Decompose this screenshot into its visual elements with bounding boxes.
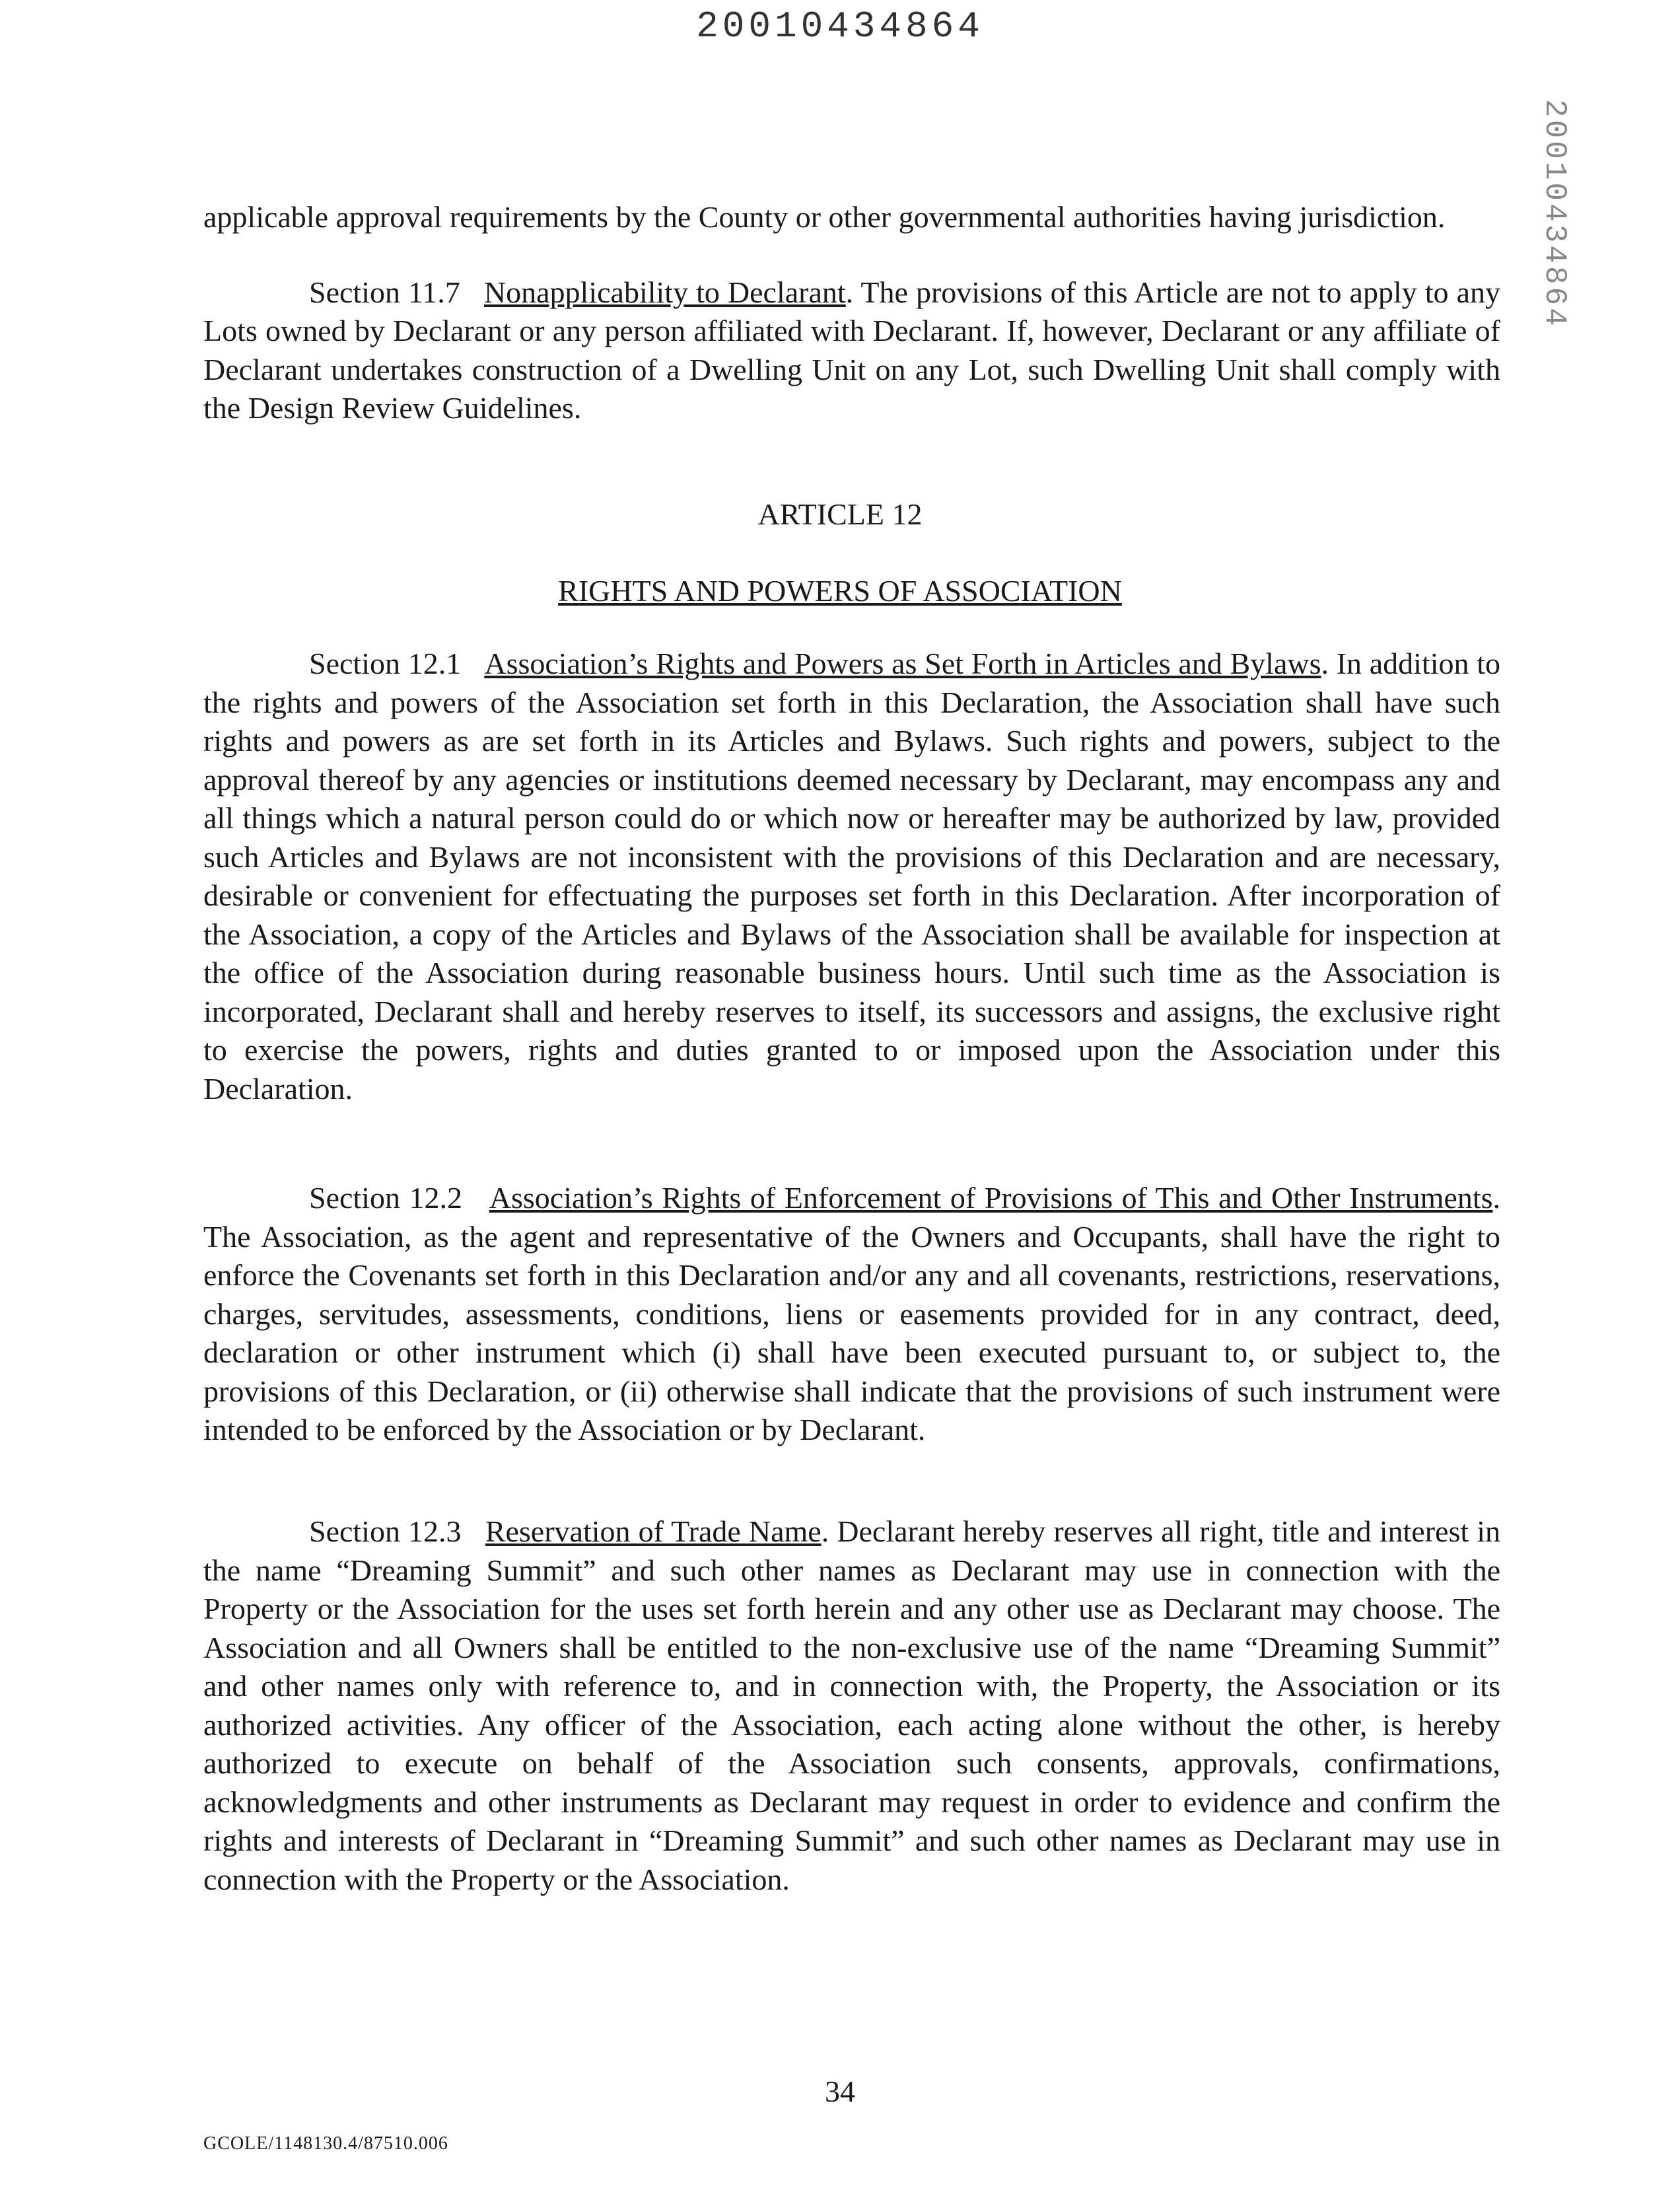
article-title: RIGHTS AND POWERS OF ASSOCIATION xyxy=(558,574,1122,608)
section-title: Nonapplicability to Declarant xyxy=(483,275,846,309)
section-number: Section 12.3 xyxy=(309,1514,462,1548)
section-12-2-block xyxy=(203,1179,1500,1450)
document-number: 20010434864 xyxy=(696,5,984,48)
section-text: . Declarant hereby reserves all right, title and interest in the name “Dreaming Summit” and such other names as Declarant may use in connection with the Property or the Association for the uses set forth herein and any other use as Declarant may choose. The Association and all Owners shall be entitled to the non-exclusive use of the name “Dreaming Summit” and other names only with reference to, and in connection with, the Property, the Association or its authorized activities. Any officer of the Association, each acting alone without the other, is hereby authorized to execute on behalf of the Association such consents, approvals, confirmations, acknowledgments and other instruments as Declarant may request in order to evidence and confirm the rights and interests of Declarant in “Dreaming Summit” and such other names as Declarant may use in connection with the Property or the Association. xyxy=(203,1514,1500,1896)
section-title: Association’s Rights of Enforcement of Provisions of This and Other Instruments xyxy=(489,1181,1493,1215)
continuation-paragraph: applicable approval requirements by the County or other governmental authorities having jurisdiction. xyxy=(203,200,1446,234)
section-12-1-block xyxy=(203,645,1500,1108)
section-number: Section 12.1 xyxy=(309,647,462,680)
section-text: . The Association, as the agent and representative of the Owners and Occupants, shall have the right to enforce the Covenants set forth in this Declaration and/or any and all covenants, restrictions, reservations, charges, servitudes, assessments, conditions, liens or easements provided for in any contract, deed, declaration or other instrument which (i) shall have been executed pursuant to, or subject to, the provisions of this Declaration, or (ii) otherwise shall indicate that the provisions of such instrument were intended to be enforced by the Association or by Declarant. xyxy=(203,1181,1500,1446)
side-stamp: 20010434864 xyxy=(1537,99,1572,329)
section-text: . In addition to the rights and powers of the Association set forth in this Declaration, the Association shall have such rights and powers as are set forth in its Articles and Bylaws. Such rights and powers, subject to the approval thereof by any agencies or institutions deemed necessary by Declarant, may encompass any and all things which a natural person could do or which now or hereafter may be authorized by law, provided such Articles and Bylaws are not inconsistent with the provisions of this Declaration and are necessary, desirable or convenient for effectuating the purposes set forth in this Declaration. After incorporation of the Association, a copy of the Articles and Bylaws of the Association shall be available for inspection at the office of the Association during reasonable business hours. Until such time as the Association is incorporated, Declarant shall and hereby reserves to itself, its successors and assigns, the exclusive right to exercise the powers, rights and duties granted to or imposed upon the Association under this Declaration. xyxy=(203,647,1500,1106)
section-number: Section 12.2 xyxy=(309,1181,463,1215)
section-title: Association’s Rights and Powers as Set Forth in Articles and Bylaws xyxy=(484,647,1321,680)
section-12-3-block xyxy=(203,1512,1500,1899)
article-number: ARTICLE 12 xyxy=(757,497,923,531)
section-number: Section 11.7 xyxy=(309,275,460,309)
section-12-1-paragraph xyxy=(203,645,1500,1108)
page-number: 34 xyxy=(825,2074,855,2108)
section-11-7-block xyxy=(203,198,1500,428)
section-11-7-paragraph xyxy=(203,273,1500,428)
section-12-2-paragraph xyxy=(203,1179,1500,1450)
section-text: . The provisions of this Article are not to apply to any Lots owned by Declarant or any person affiliated with Declarant. If, however, Declarant or any affiliate of Declarant undertakes construction of a Dwelling Unit on any Lot, such Dwelling Unit shall comply with the Design Review Guidelines. xyxy=(203,275,1501,425)
section-12-3-paragraph xyxy=(203,1512,1500,1899)
section-title: Reservation of Trade Name xyxy=(485,1514,822,1548)
file-reference: GCOLE/1148130.4/87510.006 xyxy=(203,2133,448,2154)
